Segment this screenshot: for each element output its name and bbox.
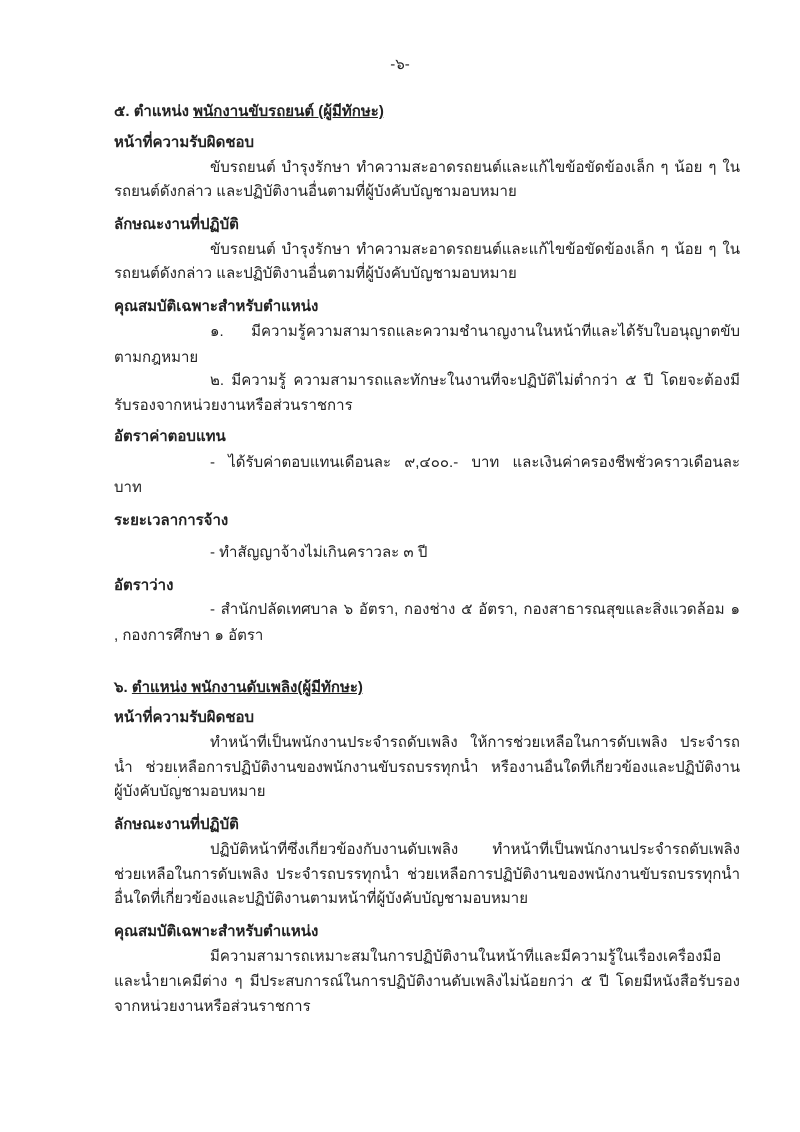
s6-work-heading: ลักษณะงานที่ปฏิบัติ (114, 816, 239, 833)
s5-duty-heading: หน้าที่ความรับผิดชอบ (114, 134, 255, 151)
s5-work-line: รถยนต์ดังกล่าว และปฏิบัติงานอื่นตามที่ผู้บังคับบัญชามอบหมาย (114, 265, 517, 282)
s6-qual-line: มีความสามารถเหมาะสมในการปฏิบัติงานในหน้าที่และมีความรู้ในเรื่องเครื่องมือ (210, 948, 722, 965)
s6-work-line: ปฏิบัติหน้าที่ซึ่งเกี่ยวข้องกับงานดับเพลิง ทำหน้าที่เป็นพนักงานประจำรถดับเพลิง (210, 841, 740, 858)
s5-pay-line: บาท (114, 479, 142, 496)
s6-duty-heading: หน้าที่ความรับผิดชอบ (114, 709, 255, 726)
s6-duty-line: ทำหน้าที่เป็นพนักงานประจำรถดับเพลิง ให้การช่วยเหลือในการดับเพลิง ประจำรถ (210, 734, 740, 751)
s6-duty-line: น้ำ ช่วยเหลือการปฏิบัติงานของพนักงานขับรถบรรทุกน้ำ หรืองานอื่นใดที่เกี่ยวข้องและปฏิบัติงาน (114, 759, 740, 776)
s5-qual-line: ๒. มีความรู้ ความสามารถและทักษะในงานที่จะปฏิบัติไม่ต่ำกว่า ๕ ปี โดยจะต้องมี (210, 372, 740, 389)
s5-qual-heading: คุณสมบัติเฉพาะสำหรับตำแหน่ง (114, 298, 319, 315)
s5-term-heading: ระยะเวลาการจ้าง (114, 512, 229, 529)
s5-vacancy-heading: อัตราว่าง (114, 577, 174, 594)
s5-work-line: ขับรถยนต์ บำรุงรักษา ทำความสะอาดรถยนต์และแก้ไขข้อขัดข้องเล็ก ๆ น้อย ๆ ใน (210, 241, 740, 258)
s6-qual-line: จากหน่วยงานหรือส่วนราชการ (114, 998, 311, 1015)
page-number: -๖- (390, 56, 410, 73)
s5-qual-line: รับรองจากหน่วยงานหรือส่วนราชการ (114, 397, 353, 414)
s5-duty-line: รถยนต์ดังกล่าว และปฏิบัติงานอื่นตามที่ผู้บังคับบัญชามอบหมาย (114, 183, 517, 200)
s5-vacancy-line: , กองการศึกษา ๑ อัตรา (114, 627, 264, 644)
s6-work-line: ช่วยเหลือในการดับเพลิง ประจำรถบรรทุกน้ำ ช่วยเหลือการปฏิบัติงานของพนักงานขับรถบรรทุกน้ำ (114, 866, 740, 883)
s5-term-line: - ทำสัญญาจ้างไม่เกินคราวละ ๓ ปี (210, 544, 428, 561)
section-6-number: ๖. (114, 679, 132, 696)
s5-pay-line: - ได้รับค่าตอบแทนเดือนละ ๙,๔๐๐.- บาท และเงินค่าครองชีพชั่วคราวเดือนละ (210, 454, 740, 471)
s6-duty-line: ผู้บังคับบัญชามอบหมาย (114, 783, 266, 800)
s5-qual-line: ตามกฎหมาย (114, 349, 199, 366)
s5-duty-line: ขับรถยนต์ บำรุงรักษา ทำความสะอาดรถยนต์และแก้ไขข้อขัดข้องเล็ก ๆ น้อย ๆ ใน (210, 159, 740, 176)
s5-qual-line: ๑. มีความรู้ความสามารถและความชำนาญงานในหน้าที่และได้รับใบอนุญาตขับ (210, 323, 740, 340)
section-5-title (114, 102, 740, 122)
section-6-title (114, 678, 740, 698)
section-5-number: ๕. ตำแหน่ง (114, 103, 194, 120)
s6-work-line: อื่นใดที่เกี่ยวข้องและปฏิบัติงานตามหน้าที่ผู้บังคับบัญชามอบหมาย (114, 890, 529, 907)
section-6-position: ตำแหน่ง พนักงานดับเพลิง(ผู้มีทักษะ) (131, 679, 363, 696)
s6-qual-heading: คุณสมบัติเฉพาะสำหรับตำแหน่ง (114, 923, 319, 940)
s5-vacancy-line: - สำนักปลัดเทศบาล ๖ อัตรา, กองช่าง ๕ อัตรา, กองสาธารณสุขและสิ่งแวดล้อม ๑ (210, 601, 740, 618)
section-5-position: พนักงานขับรถยนต์ (ผู้มีทักษะ) (193, 103, 384, 120)
s5-pay-heading: อัตราค่าตอบแทน (114, 428, 226, 445)
s5-work-heading: ลักษณะงานที่ปฏิบัติ (114, 216, 239, 233)
s6-qual-line: และน้ำยาเคมีต่าง ๆ มีประสบการณ์ในการปฏิบัติงานดับเพลิงไม่น้อยกว่า ๕ ปี โดยมีหนังสือรับรอง (114, 973, 740, 990)
